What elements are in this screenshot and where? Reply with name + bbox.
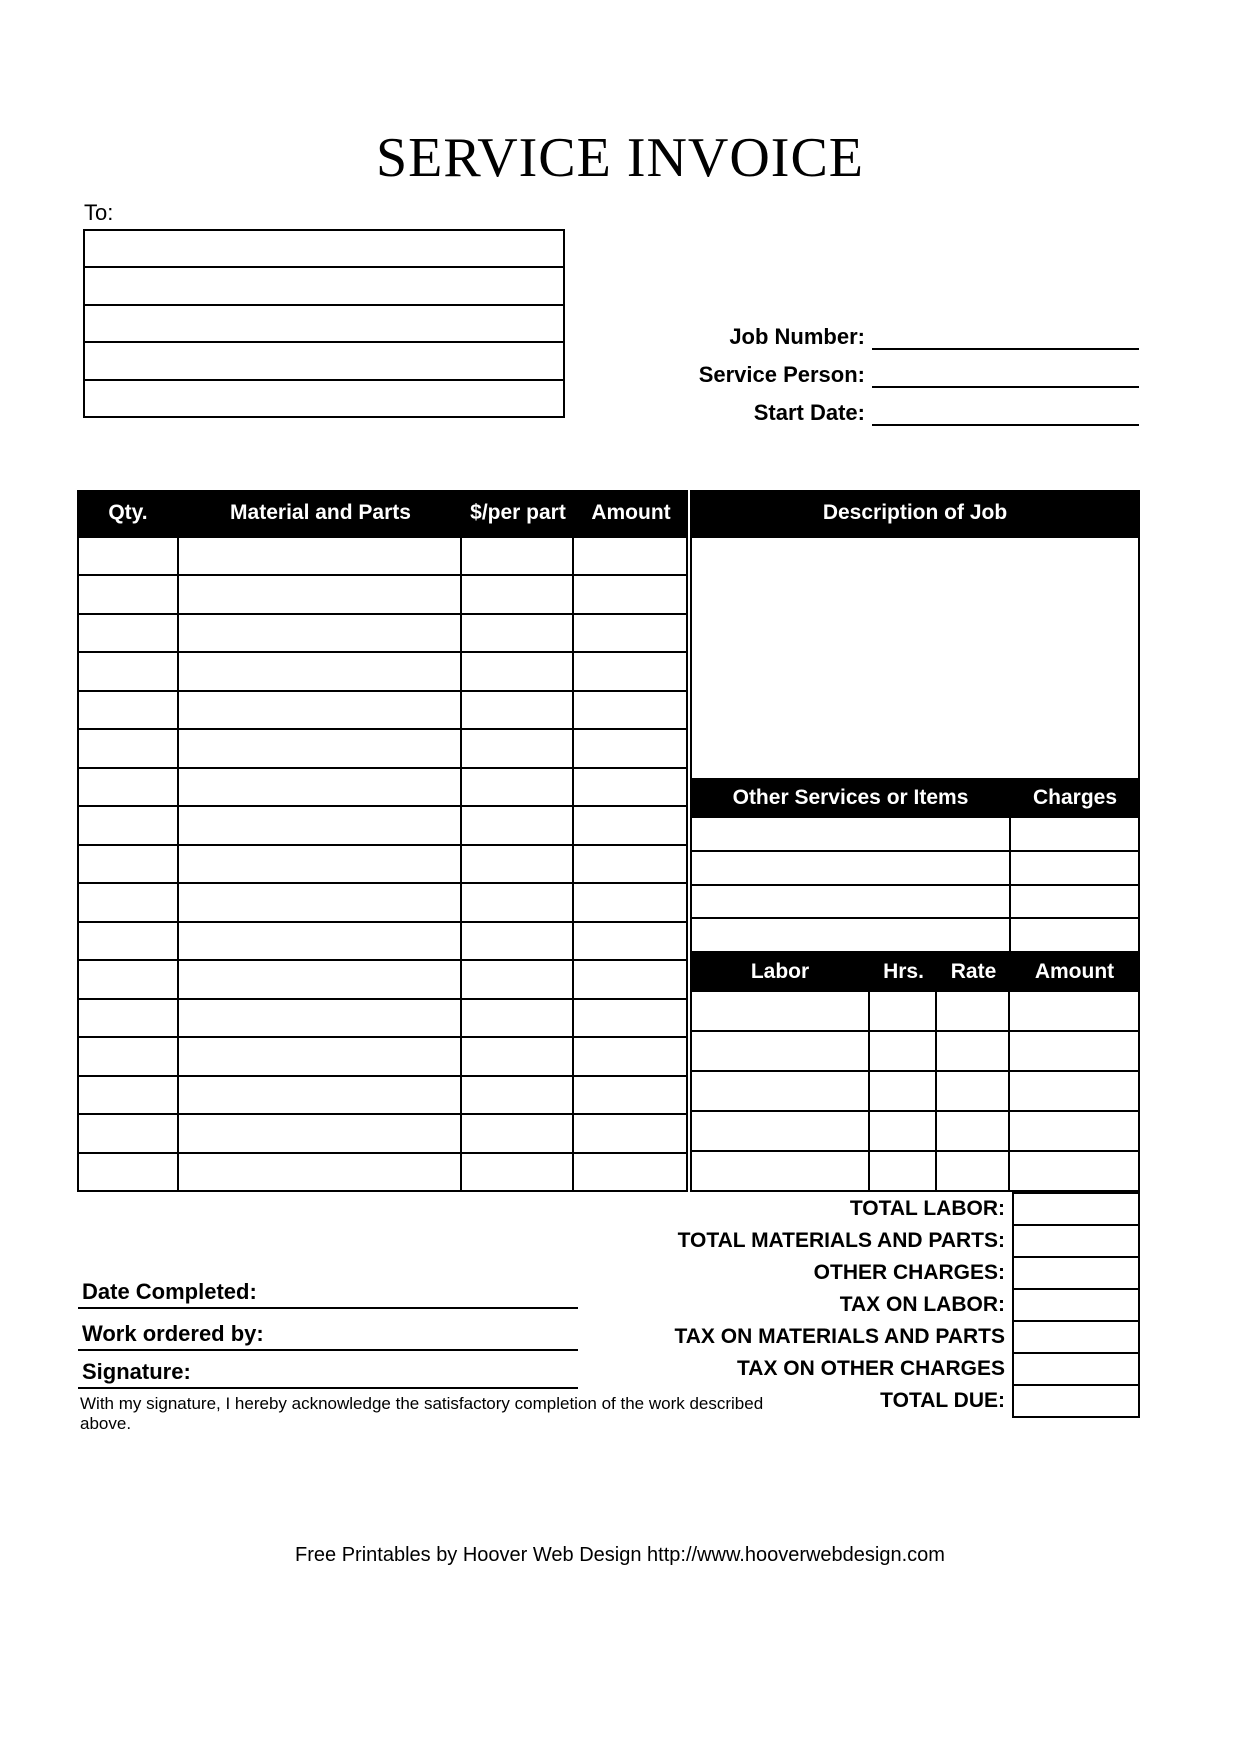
other-services-row	[692, 886, 1138, 920]
per-part-cell[interactable]	[462, 730, 574, 766]
description-header-bar	[690, 490, 1140, 536]
material-parts-cell[interactable]	[179, 730, 462, 766]
material-parts-cell[interactable]	[179, 1115, 462, 1151]
hrs-cell[interactable]	[870, 1072, 937, 1110]
material-parts-cell[interactable]	[179, 692, 462, 728]
other-service-item-cell[interactable]	[692, 852, 1011, 884]
other-services-table-body	[690, 816, 1140, 953]
total-amount-box[interactable]	[1012, 1352, 1140, 1386]
material-parts-cell[interactable]	[179, 653, 462, 689]
materials-row	[79, 576, 686, 614]
job-field-label: Job Number:	[729, 324, 865, 349]
job-field-row	[600, 322, 1139, 350]
total-amount-box[interactable]	[1012, 1288, 1140, 1322]
hrs-cell[interactable]	[870, 992, 937, 1030]
job-field-row	[600, 360, 1139, 388]
materials-row	[79, 1115, 686, 1153]
total-label: TOTAL MATERIALS AND PARTS:	[677, 1229, 1005, 1252]
signature-field-line[interactable]	[78, 1361, 578, 1389]
per-part-cell[interactable]	[462, 653, 574, 689]
description-of-job-box[interactable]	[690, 536, 1140, 780]
qty-cell[interactable]	[79, 923, 179, 959]
other-services-header: Other Services or Items	[732, 786, 969, 809]
labor-cell[interactable]	[692, 1112, 870, 1150]
labor-row	[692, 1072, 1138, 1112]
qty-header: Qty.	[108, 501, 148, 524]
amount-cell[interactable]	[574, 538, 686, 574]
amount-cell[interactable]	[574, 846, 686, 882]
labor-cell[interactable]	[692, 992, 870, 1030]
amount-cell[interactable]	[574, 1000, 686, 1036]
material-parts-header: Material and Parts	[230, 501, 411, 524]
qty-cell[interactable]	[79, 538, 179, 574]
amount-cell[interactable]	[574, 576, 686, 612]
amount-cell[interactable]	[574, 1077, 686, 1113]
materials-row	[79, 615, 686, 653]
qty-cell[interactable]	[79, 730, 179, 766]
to-address-row[interactable]	[85, 268, 563, 305]
other-services-row	[692, 852, 1138, 886]
to-address-row[interactable]	[85, 306, 563, 343]
hrs-cell[interactable]	[870, 1032, 937, 1070]
total-label: OTHER CHARGES:	[813, 1261, 1005, 1284]
to-address-row[interactable]	[85, 343, 563, 380]
amount-cell[interactable]	[574, 730, 686, 766]
rate-cell[interactable]	[937, 1072, 1010, 1110]
material-parts-cell[interactable]	[179, 846, 462, 882]
total-amount-box[interactable]	[1012, 1192, 1140, 1226]
total-amount-box[interactable]	[1012, 1384, 1140, 1418]
materials-row	[79, 692, 686, 730]
qty-cell[interactable]	[79, 1038, 179, 1074]
qty-cell[interactable]	[79, 807, 179, 843]
per-part-cell[interactable]	[462, 923, 574, 959]
material-parts-cell[interactable]	[179, 961, 462, 997]
footer-credit: Free Printables by Hoover Web Design http://www.hooverwebdesign.com	[295, 1544, 945, 1566]
description-of-job-header: Description of Job	[822, 501, 1008, 524]
materials-row	[79, 807, 686, 845]
per-part-cell[interactable]	[462, 1000, 574, 1036]
hrs-header: Hrs.	[883, 959, 924, 983]
amount-cell[interactable]	[574, 884, 686, 920]
labor-row	[692, 1032, 1138, 1072]
per-part-cell[interactable]	[462, 576, 574, 612]
charges-cell[interactable]	[1011, 919, 1138, 951]
labor-amount-header: Amount	[1034, 959, 1115, 983]
qty-cell[interactable]	[79, 1115, 179, 1151]
signature-field-label: Work ordered by:	[82, 1321, 264, 1346]
amount-cell[interactable]	[574, 1038, 686, 1074]
per-part-cell[interactable]	[462, 538, 574, 574]
materials-row	[79, 1000, 686, 1038]
invoice-table	[77, 490, 1140, 1192]
materials-row	[79, 1038, 686, 1076]
labor-amount-cell[interactable]	[1010, 1152, 1138, 1190]
qty-cell[interactable]	[79, 1000, 179, 1036]
total-row	[0, 1224, 1140, 1258]
job-field-label: Start Date:	[753, 400, 865, 425]
materials-row	[79, 923, 686, 961]
amount-cell[interactable]	[574, 769, 686, 805]
job-field-row	[600, 398, 1139, 426]
signature-field-line[interactable]	[78, 1281, 578, 1309]
qty-cell[interactable]	[79, 961, 179, 997]
job-field-line[interactable]	[872, 362, 1139, 388]
to-address-box	[83, 229, 565, 418]
materials-row	[79, 1077, 686, 1115]
labor-cell[interactable]	[692, 1152, 870, 1190]
rate-cell[interactable]	[937, 992, 1010, 1030]
rate-header: Rate	[950, 959, 997, 983]
material-parts-cell[interactable]	[179, 615, 462, 651]
qty-cell[interactable]	[79, 1077, 179, 1113]
total-label: TAX ON LABOR:	[839, 1293, 1005, 1316]
material-parts-cell[interactable]	[179, 1038, 462, 1074]
materials-row	[79, 730, 686, 768]
materials-header-bar	[77, 490, 688, 536]
per-part-cell[interactable]	[462, 884, 574, 920]
material-parts-cell[interactable]	[179, 538, 462, 574]
labor-row	[692, 1152, 1138, 1190]
material-parts-cell[interactable]	[179, 807, 462, 843]
per-part-cell[interactable]	[462, 1154, 574, 1190]
other-service-item-cell[interactable]	[692, 919, 1011, 951]
material-parts-cell[interactable]	[179, 576, 462, 612]
labor-amount-cell[interactable]	[1010, 1032, 1138, 1070]
qty-cell[interactable]	[79, 1154, 179, 1190]
amount-cell[interactable]	[574, 1154, 686, 1190]
per-part-cell[interactable]	[462, 807, 574, 843]
charges-cell[interactable]	[1011, 886, 1138, 918]
to-label: To:	[84, 200, 114, 225]
signature-field-label: Date Completed:	[82, 1279, 257, 1304]
other-services-row	[692, 919, 1138, 951]
material-parts-cell[interactable]	[179, 1077, 462, 1113]
per-part-cell[interactable]	[462, 1077, 574, 1113]
total-amount-box[interactable]	[1012, 1224, 1140, 1258]
labor-table-body	[690, 990, 1140, 1192]
charges-cell[interactable]	[1011, 818, 1138, 850]
per-part-cell[interactable]	[462, 961, 574, 997]
per-part-cell[interactable]	[462, 769, 574, 805]
materials-row	[79, 961, 686, 999]
job-field-line[interactable]	[872, 324, 1139, 350]
charges-header: Charges	[1032, 786, 1118, 809]
amount-cell[interactable]	[574, 1115, 686, 1151]
labor-cell[interactable]	[692, 1032, 870, 1070]
total-label: TAX ON MATERIALS AND PARTS	[674, 1325, 1005, 1348]
charges-cell[interactable]	[1011, 852, 1138, 884]
material-parts-cell[interactable]	[179, 1000, 462, 1036]
qty-cell[interactable]	[79, 576, 179, 612]
hrs-cell[interactable]	[870, 1152, 937, 1190]
per-part-cell[interactable]	[462, 1115, 574, 1151]
to-address-row[interactable]	[85, 231, 563, 268]
material-parts-cell[interactable]	[179, 1154, 462, 1190]
per-part-cell[interactable]	[462, 1038, 574, 1074]
to-address-row[interactable]	[85, 381, 563, 416]
rate-cell[interactable]	[937, 1152, 1010, 1190]
total-row	[0, 1192, 1140, 1226]
total-amount-box[interactable]	[1012, 1320, 1140, 1354]
materials-row	[79, 538, 686, 576]
materials-row	[79, 1154, 686, 1190]
labor-header-bar	[690, 953, 1140, 990]
amount-cell[interactable]	[574, 961, 686, 997]
qty-cell[interactable]	[79, 846, 179, 882]
total-amount-box[interactable]	[1012, 1256, 1140, 1290]
amount-cell[interactable]	[574, 923, 686, 959]
per-part-header: $/per part	[470, 501, 566, 524]
qty-cell[interactable]	[79, 769, 179, 805]
job-field-label: Service Person:	[698, 362, 865, 387]
qty-cell[interactable]	[79, 692, 179, 728]
materials-row	[79, 653, 686, 691]
qty-cell[interactable]	[79, 653, 179, 689]
labor-header: Labor	[750, 959, 810, 983]
total-label: TOTAL DUE:	[880, 1389, 1005, 1412]
other-services-header-bar	[690, 780, 1140, 816]
signature-field-line[interactable]	[78, 1323, 578, 1351]
per-part-cell[interactable]	[462, 846, 574, 882]
materials-row	[79, 884, 686, 922]
materials-row	[79, 769, 686, 807]
amount-cell[interactable]	[574, 692, 686, 728]
amount-cell[interactable]	[574, 615, 686, 651]
other-services-row	[692, 818, 1138, 852]
total-label: TAX ON OTHER CHARGES	[737, 1357, 1005, 1380]
labor-row	[692, 992, 1138, 1032]
rate-cell[interactable]	[937, 1032, 1010, 1070]
other-service-item-cell[interactable]	[692, 818, 1011, 850]
material-parts-cell[interactable]	[179, 884, 462, 920]
per-part-cell[interactable]	[462, 615, 574, 651]
material-parts-cell[interactable]	[179, 769, 462, 805]
qty-cell[interactable]	[79, 884, 179, 920]
labor-amount-cell[interactable]	[1010, 1112, 1138, 1150]
per-part-cell[interactable]	[462, 692, 574, 728]
signature-disclaimer: With my signature, I hereby acknowledge the satisfactory completion of the work described above.	[80, 1394, 764, 1433]
labor-amount-cell[interactable]	[1010, 1072, 1138, 1110]
labor-row	[692, 1112, 1138, 1152]
materials-row	[79, 846, 686, 884]
labor-amount-cell[interactable]	[1010, 992, 1138, 1030]
other-service-item-cell[interactable]	[692, 886, 1011, 918]
amount-cell[interactable]	[574, 807, 686, 843]
total-label: TOTAL LABOR:	[849, 1197, 1005, 1220]
qty-cell[interactable]	[79, 615, 179, 651]
signature-field-label: Signature:	[82, 1359, 191, 1384]
amount-header: Amount	[591, 501, 671, 524]
rate-cell[interactable]	[937, 1112, 1010, 1150]
page-title: SERVICE INVOICE	[375, 127, 865, 189]
amount-cell[interactable]	[574, 653, 686, 689]
hrs-cell[interactable]	[870, 1112, 937, 1150]
materials-table-body	[77, 536, 688, 1192]
labor-cell[interactable]	[692, 1072, 870, 1110]
material-parts-cell[interactable]	[179, 923, 462, 959]
job-field-line[interactable]	[872, 400, 1139, 426]
